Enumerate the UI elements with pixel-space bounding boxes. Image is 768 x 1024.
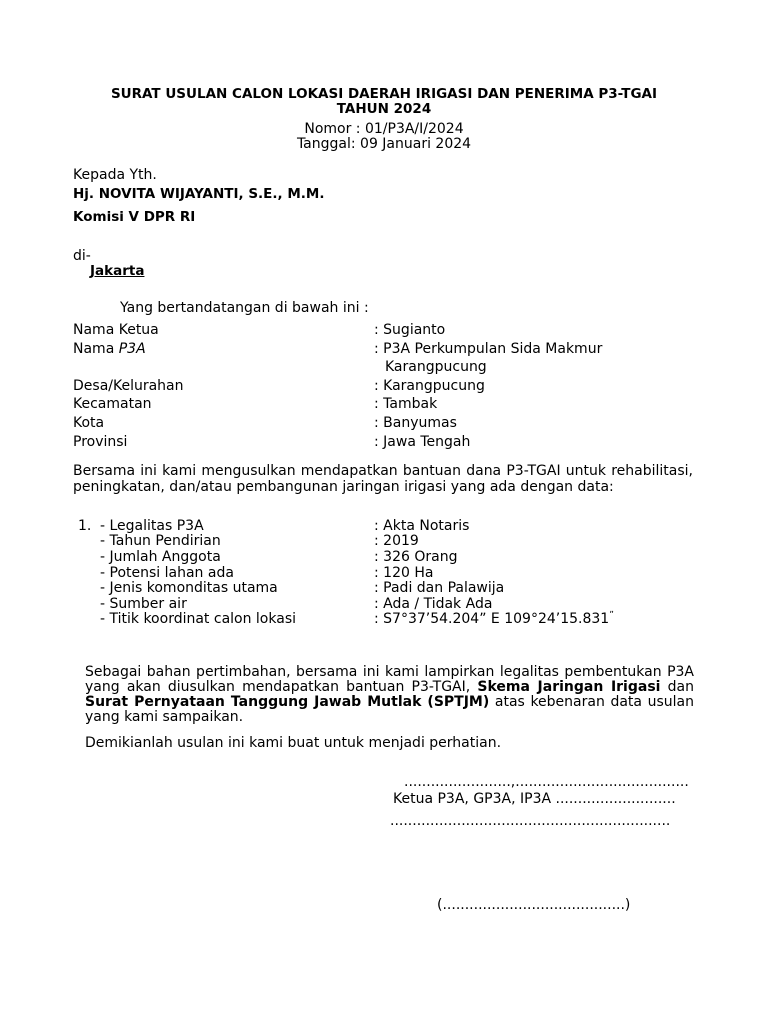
identity-label: Kecamatan — [73, 396, 152, 412]
intro-text: Yang bertandatangan di bawah ini : — [120, 300, 369, 316]
closing-bold-skema: Skema Jaringan Irigasi — [477, 679, 661, 695]
identity-label-italic: P3A — [118, 341, 146, 357]
identity-value: : Karangpucung — [374, 378, 485, 394]
data-value: : Padi dan Palawija — [374, 580, 505, 596]
document-number: Nomor : 01/P3A/I/2024 — [304, 121, 464, 137]
identity-label: Desa/Kelurahan — [73, 378, 184, 394]
closing-text-3: atas kebenaran data usulan yang kami sampaikan. — [85, 694, 694, 725]
data-value: : 120 Ha — [374, 565, 434, 581]
data-label: - Jumlah Anggota — [100, 549, 221, 565]
identity-label — [73, 341, 146, 357]
identity-value: : Tambak — [374, 396, 438, 412]
data-value: : Ada / Tidak Ada — [374, 596, 493, 612]
closing-paragraph — [85, 665, 694, 725]
recipient-city: Jakarta — [90, 263, 145, 279]
identity-label: Kota — [73, 415, 105, 431]
data-list-number: 1. — [78, 518, 92, 534]
document-title: SURAT USULAN CALON LOKASI DAERAH IRIGASI DAN PENERIMA P3-TGAI — [110, 86, 658, 102]
data-label: - Tahun Pendirian — [100, 533, 221, 549]
data-label: - Titik koordinat calon lokasi — [100, 611, 296, 627]
recipient-di: di- — [73, 248, 91, 264]
data-label: - Jenis komonditas utama — [100, 580, 278, 596]
body-paragraph: Bersama ini kami mengusulkan mendapatkan bantuan dana P3-TGAI untuk rehabilitasi, peningkatan, dan/atau pembangunan jaringan irigasi yang ada dengan data: — [73, 463, 693, 495]
closing-text-1: Sebagai bahan pertimbahan, bersama ini kami lampirkan legalitas pembentukan P3A yang akan diusulkan mendapatkan bantuan P3-TGAI, — [85, 664, 694, 695]
coordinate-mark: ˮ — [609, 610, 614, 621]
identity-label: Nama Ketua — [73, 322, 159, 338]
signature-organization: ............................................................... — [390, 813, 671, 829]
data-label: - Legalitas P3A — [100, 518, 204, 534]
closing-bold-sptjm: Surat Pernyataan Tanggung Jawab Mutlak (SPTJM) — [85, 694, 490, 710]
closing-text-2: dan — [660, 679, 694, 695]
coordinate-longitude: ˮ E 109°24’15.831 — [479, 611, 610, 627]
closing-statement: Demikianlah usulan ini kami buat untuk menjadi perhatian. — [85, 735, 502, 751]
signature-role: Ketua P3A, GP3A, IP3A ........................... — [393, 791, 676, 807]
identity-label-plain: Nama — [73, 341, 119, 357]
identity-label: Provinsi — [73, 434, 128, 450]
data-label: - Potensi lahan ada — [100, 565, 234, 581]
signature-name: (.........................................) — [437, 897, 631, 913]
data-value: : Akta Notaris — [374, 518, 470, 534]
identity-value: : Sugianto — [374, 322, 446, 338]
identity-value: : Jawa Tengah — [374, 434, 471, 450]
recipient-greeting: Kepada Yth. — [73, 167, 157, 183]
data-label: - Sumber air — [100, 596, 187, 612]
identity-value-continuation: Karangpucung — [385, 359, 487, 375]
recipient-name: Hj. NOVITA WIJAYANTI, S.E., M.M. — [73, 186, 325, 202]
identity-value: : Banyumas — [374, 415, 457, 431]
coordinate-latitude: : S7°37’54.204 — [374, 611, 480, 627]
identity-value: : P3A Perkumpulan Sida Makmur — [374, 341, 603, 357]
recipient-organization: Komisi V DPR RI — [73, 209, 196, 225]
data-value: : 326 Orang — [374, 549, 458, 565]
signature-place-date: ........................,....................................... — [404, 774, 689, 790]
data-value-coordinates — [374, 611, 614, 627]
document-title-year: TAHUN 2024 — [336, 101, 432, 117]
document-date: Tanggal: 09 Januari 2024 — [296, 136, 472, 152]
data-value: : 2019 — [374, 533, 419, 549]
